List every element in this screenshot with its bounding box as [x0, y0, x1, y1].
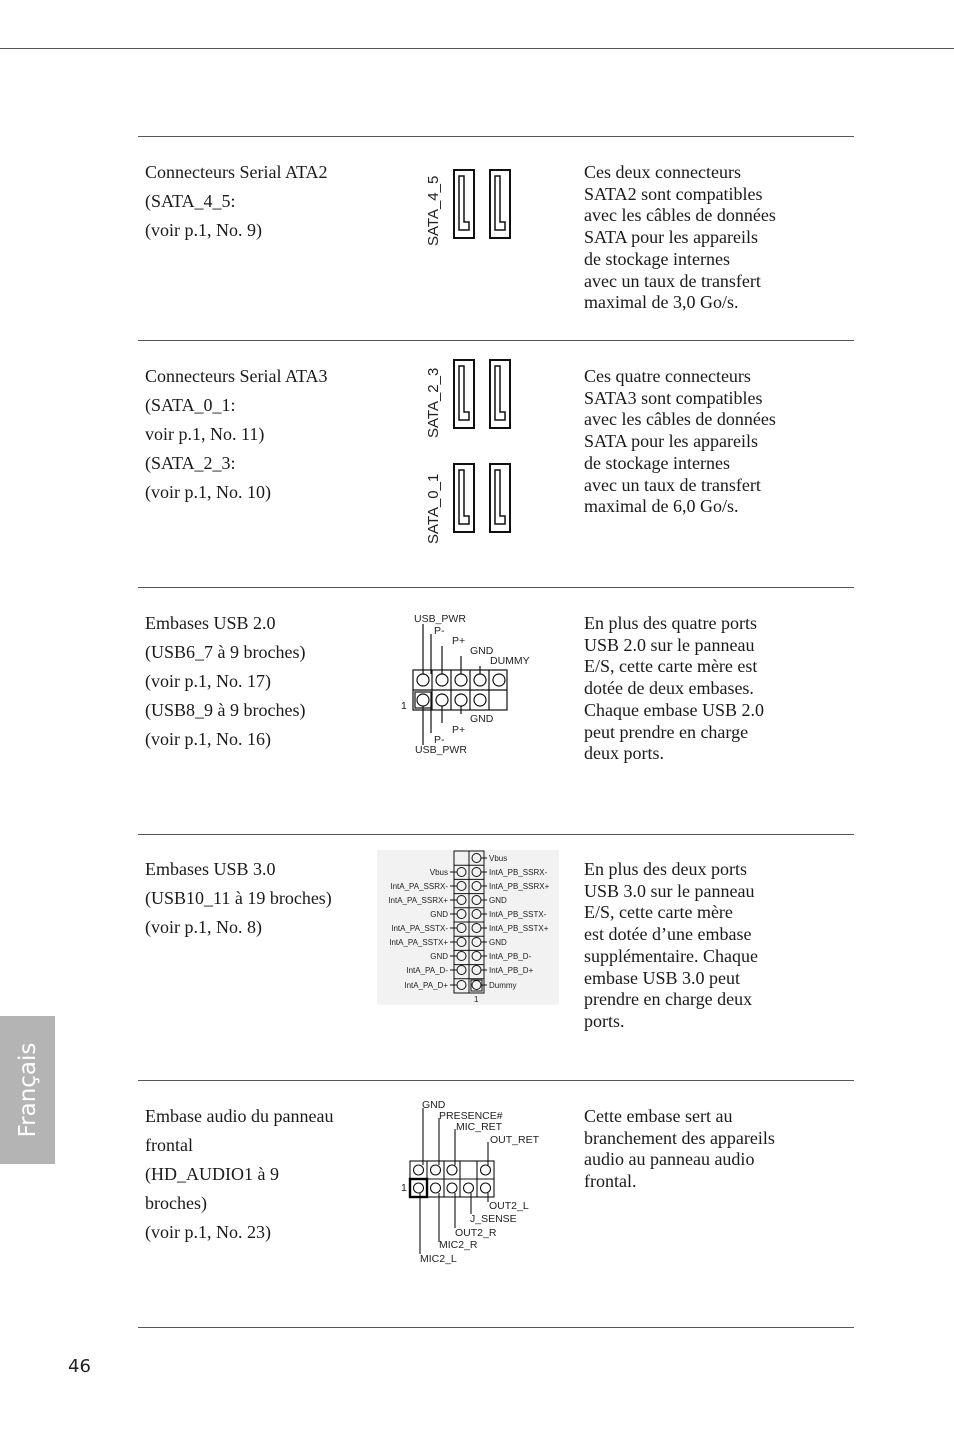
pin-label: GND: [489, 896, 507, 905]
pin-label: P-: [434, 734, 445, 746]
pin-label: IntA_PB_D-: [489, 952, 532, 961]
pin-label: PRESENCE#: [439, 1110, 503, 1122]
pin-label: MIC_RET: [456, 1121, 503, 1133]
pin-label: IntA_PA_SSRX+: [388, 896, 448, 905]
pin-label: OUT2_R: [455, 1227, 497, 1239]
pin-label: MIC2_L: [420, 1253, 457, 1265]
pin-label: IntA_PA_SSTX-: [391, 924, 448, 933]
pin-label: IntA_PB_SSTX+: [489, 924, 549, 933]
usb3-description-right: En plus des deux ports USB 3.0 sur le panneau E/S, cette carte mère est dotée d’une embase supplémentaire. Chaque embase USB 3.0 peut prendre en charge deux ports.: [584, 859, 758, 1031]
pin-label: OUT2_L: [489, 1200, 529, 1212]
sata-label: SATA_4_5: [425, 175, 442, 246]
pin-label: P+: [452, 724, 466, 736]
audio-header-pinout-diagram: [398, 1096, 548, 1268]
language-label: Français: [14, 1042, 41, 1138]
sata-label: SATA_2_3: [425, 367, 442, 438]
pin-label: USB_PWR: [415, 744, 467, 756]
usb2-description-right: En plus des quatre ports USB 2.0 sur le panneau E/S, cette carte mère est dotée de deux embases. Chaque embase USB 2.0 peut prendre en charge deux ports.: [584, 613, 764, 764]
table-rule: [138, 1080, 854, 1081]
table-rule: [138, 136, 854, 137]
usb2-header-pinout-diagram: [396, 610, 546, 760]
pin-label: GND: [430, 910, 448, 919]
audio-description-left: Embase audio du panneau frontal (HD_AUDIO1 à 9 broches) (voir p.1, No. 23): [145, 1106, 334, 1242]
pin-label: IntA_PB_D+: [489, 966, 534, 975]
sata3-description-right: Ces quatre connecteurs SATA3 sont compatibles avec les câbles de données SATA pour les appareils de stockage internes avec un taux de transfert maximal de 6,0 Go/s.: [584, 366, 776, 517]
table-rule: [138, 587, 854, 588]
pin-label: Vbus: [489, 854, 508, 863]
pin-label: IntA_PA_SSTX+: [389, 938, 448, 947]
pin-label: IntA_PB_SSTX-: [489, 910, 547, 919]
pin-label: MIC2_R: [439, 1239, 478, 1251]
sata3-description-left: Connecteurs Serial ATA3 (SATA_0_1: voir p.1, No. 11) (SATA_2_3: (voir p.1, No. 10): [145, 366, 328, 502]
pin-label: IntA_PA_SSRX-: [390, 882, 448, 891]
table-rule: [138, 340, 854, 341]
pin-label: GND: [470, 645, 494, 657]
pin-label: IntA_PA_D-: [406, 966, 448, 975]
pin-label: J_SENSE: [470, 1213, 517, 1225]
sata2-description-left: Connecteurs Serial ATA2 (SATA_4_5: (voir p.1, No. 9): [145, 162, 328, 240]
sata3-connector-diagram: [418, 352, 528, 548]
pin-label: Vbus: [429, 868, 448, 877]
header-rule: [0, 48, 954, 49]
usb3-description-left: Embases USB 3.0 (USB10_11 à 19 broches) (voir p.1, No. 8): [145, 859, 332, 937]
pin-label: GND: [422, 1099, 446, 1111]
pin-label: P+: [452, 635, 466, 647]
usb3-header-pinout-diagram: [377, 850, 559, 1005]
sata2-connector-diagram: [418, 162, 528, 252]
pin-label: USB_PWR: [414, 613, 466, 625]
pin-label: IntA_PA_D+: [404, 981, 448, 990]
pin-label: IntA_PB_SSRX-: [489, 868, 548, 877]
table-rule: [138, 834, 854, 835]
pin-label: P-: [434, 625, 445, 637]
pin-label: OUT_RET: [490, 1134, 540, 1146]
pin-label: IntA_PB_SSRX+: [489, 882, 550, 891]
pin-label: Dummy: [489, 981, 517, 990]
table-rule: [138, 1327, 854, 1328]
pin-one-label: 1: [474, 995, 479, 1004]
pin-label: GND: [470, 713, 494, 725]
sata-label: SATA_0_1: [425, 473, 442, 544]
audio-description-right: Cette embase sert au branchement des appareils audio au panneau audio frontal.: [584, 1106, 775, 1192]
usb2-description-left: Embases USB 2.0 (USB6_7 à 9 broches) (voir p.1, No. 17) (USB8_9 à 9 broches) (voir p.1, No. 16): [145, 613, 306, 749]
pin-one-label: 1: [401, 1182, 407, 1194]
page-number: 46: [68, 1356, 91, 1377]
language-side-tab: [0, 1016, 55, 1164]
pin-label: GND: [489, 938, 507, 947]
pin-one-label: 1: [401, 700, 407, 712]
sata2-description-right: Ces deux connecteurs SATA2 sont compatibles avec les câbles de données SATA pour les appareils de stockage internes avec un taux de transfert maximal de 3,0 Go/s.: [584, 162, 776, 313]
pin-label: GND: [430, 952, 448, 961]
pin-label: DUMMY: [490, 655, 530, 667]
